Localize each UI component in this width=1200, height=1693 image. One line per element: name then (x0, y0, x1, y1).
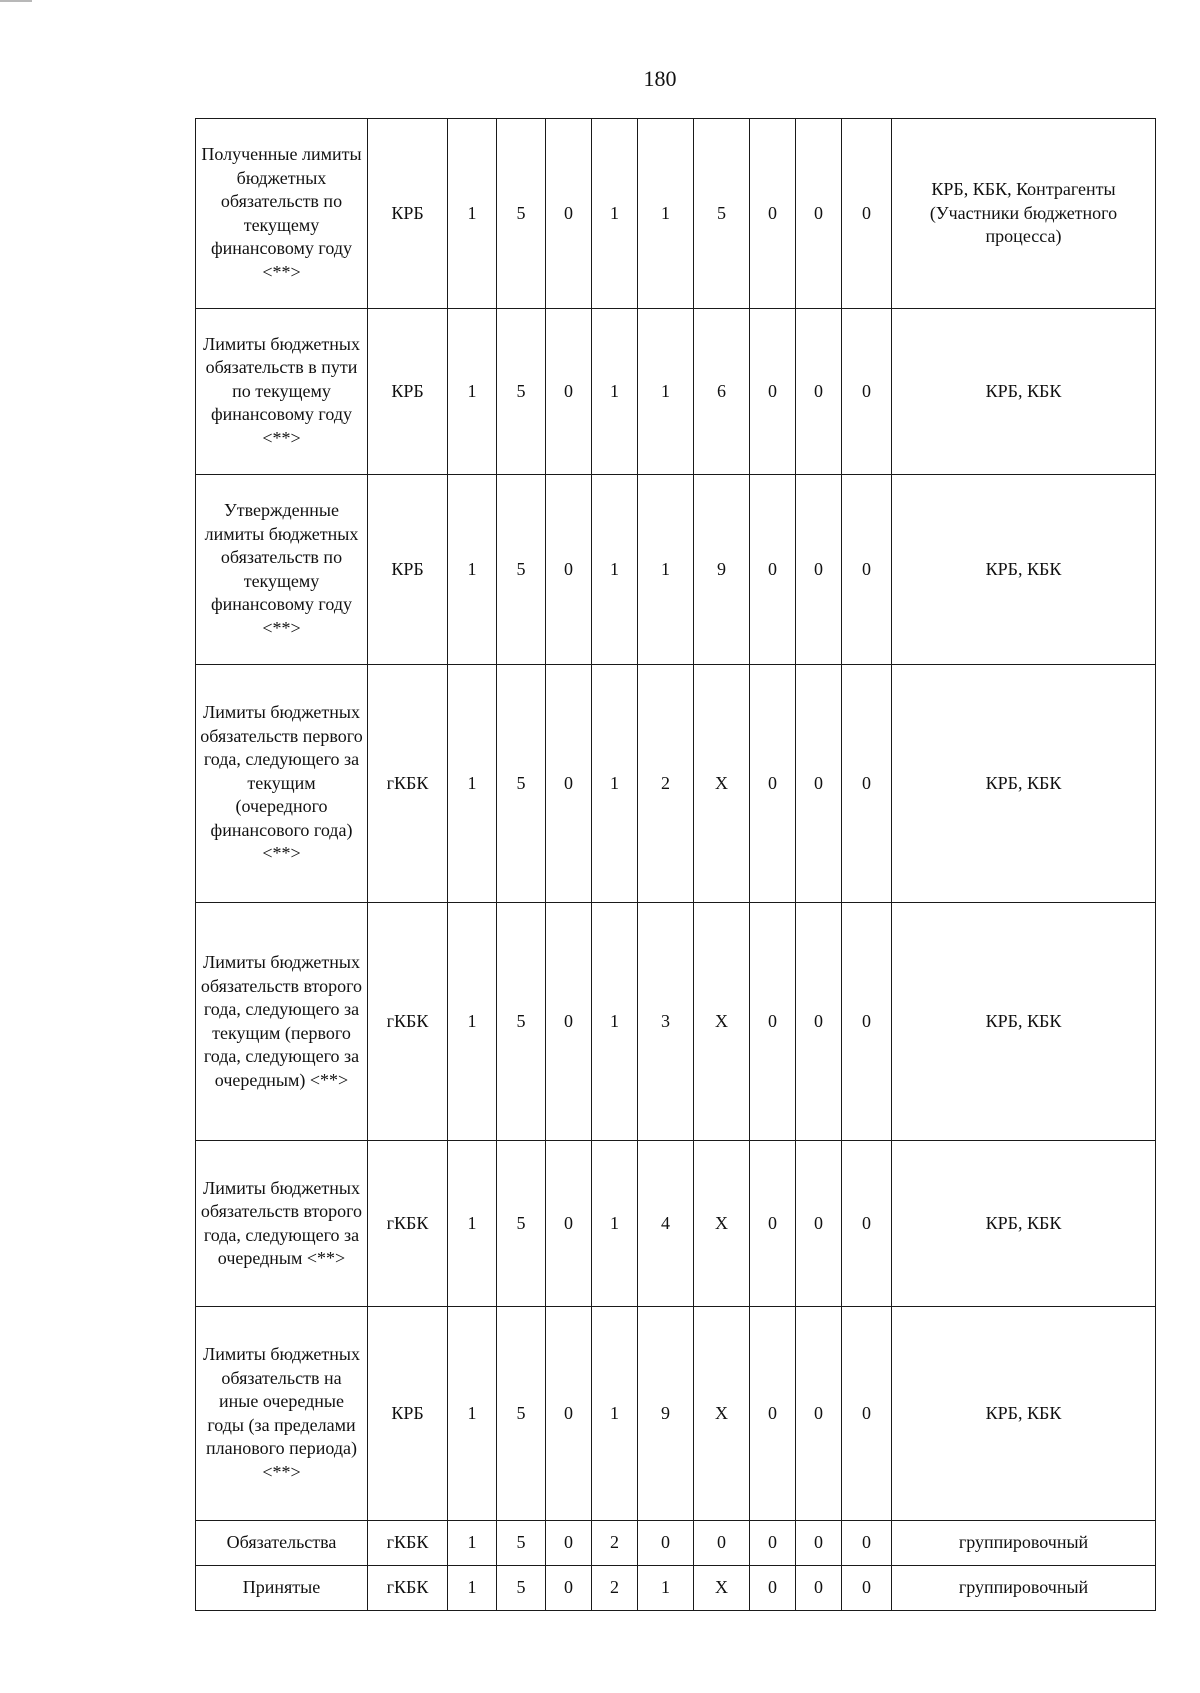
account-code-digit-cell: 0 (750, 119, 796, 309)
account-name-cell: Утвержденные лимиты бюджетных обязательств по текущему финансовому году <**> (196, 475, 368, 665)
account-code-digit-cell: 0 (546, 665, 592, 903)
table-row (196, 1307, 1156, 1521)
account-code-digit-cell: 0 (796, 119, 842, 309)
account-code-digit-cell: 1 (592, 903, 638, 1141)
account-code-digit-cell: X (694, 665, 750, 903)
account-code-digit-cell: 5 (497, 1566, 546, 1611)
account-code-digit-cell: 1 (448, 475, 497, 665)
table-row (196, 119, 1156, 309)
account-code-digit-cell: 1 (448, 903, 497, 1141)
account-code-digit-cell: 0 (750, 665, 796, 903)
account-code-digit-cell: 0 (796, 903, 842, 1141)
account-code-digit-cell: 0 (750, 1566, 796, 1611)
account-type-cell: гКБК (368, 1566, 448, 1611)
account-code-digit-cell: 0 (796, 1521, 842, 1566)
account-code-digit-cell: 5 (497, 475, 546, 665)
account-code-digit-cell: 0 (842, 309, 892, 475)
account-code-digit-cell: 0 (750, 903, 796, 1141)
account-code-digit-cell: 5 (497, 665, 546, 903)
table-row (196, 1521, 1156, 1566)
account-type-cell: КРБ (368, 475, 448, 665)
account-code-digit-cell: X (694, 1566, 750, 1611)
account-code-digit-cell: 1 (592, 1141, 638, 1307)
account-code-digit-cell: 0 (842, 475, 892, 665)
account-code-digit-cell: 0 (842, 1521, 892, 1566)
account-code-digit-cell: 0 (546, 1307, 592, 1521)
account-code-digit-cell: 0 (546, 1521, 592, 1566)
account-type-cell: гКБК (368, 1141, 448, 1307)
account-code-digit-cell: 0 (796, 475, 842, 665)
table-row (196, 1566, 1156, 1611)
account-code-digit-cell: 0 (796, 665, 842, 903)
account-name-cell: Обязательства (196, 1521, 368, 1566)
account-name-cell: Лимиты бюджетных обязательств в пути по текущему финансовому году <**> (196, 309, 368, 475)
account-code-digit-cell: 0 (842, 119, 892, 309)
account-name-cell: Лимиты бюджетных обязательств второго года, следующего за очередным <**> (196, 1141, 368, 1307)
account-code-digit-cell: 1 (592, 1307, 638, 1521)
account-code-digit-cell: 0 (638, 1521, 694, 1566)
account-code-digit-cell: X (694, 903, 750, 1141)
account-code-digit-cell: 2 (638, 665, 694, 903)
account-code-digit-cell: 1 (592, 119, 638, 309)
account-code-digit-cell: 0 (546, 309, 592, 475)
account-name-cell: Принятые (196, 1566, 368, 1611)
table-row (196, 475, 1156, 665)
account-type-cell: КРБ (368, 1307, 448, 1521)
account-type-cell: КРБ (368, 119, 448, 309)
account-code-digit-cell: 0 (750, 1141, 796, 1307)
account-code-digit-cell: 5 (497, 309, 546, 475)
analytics-note-cell: КРБ, КБК, Контрагенты (Участники бюджетного процесса) (892, 119, 1156, 309)
account-code-digit-cell: 0 (750, 1521, 796, 1566)
account-code-digit-cell: 1 (448, 119, 497, 309)
analytics-note-cell: КРБ, КБК (892, 1141, 1156, 1307)
account-name-cell: Лимиты бюджетных обязательств второго года, следующего за текущим (первого года, следующего за очередным) <**> (196, 903, 368, 1141)
account-code-digit-cell: 0 (796, 1141, 842, 1307)
account-code-digit-cell: 0 (842, 1141, 892, 1307)
account-code-digit-cell: 1 (448, 309, 497, 475)
account-code-digit-cell: 5 (497, 119, 546, 309)
account-name-cell: Лимиты бюджетных обязательств на иные очередные годы (за пределами планового периода) <**> (196, 1307, 368, 1521)
account-code-digit-cell: 0 (546, 475, 592, 665)
account-code-digit-cell: 0 (546, 1566, 592, 1611)
account-code-digit-cell: 1 (638, 1566, 694, 1611)
account-code-digit-cell: 1 (448, 1521, 497, 1566)
account-code-digit-cell: 1 (592, 665, 638, 903)
analytics-note-cell: группировочный (892, 1521, 1156, 1566)
account-code-digit-cell: 0 (796, 1566, 842, 1611)
account-code-digit-cell: X (694, 1141, 750, 1307)
account-code-digit-cell: 1 (448, 1141, 497, 1307)
account-code-digit-cell: X (694, 1307, 750, 1521)
accounts-table (195, 118, 1156, 1611)
account-code-digit-cell: 0 (750, 309, 796, 475)
scan-corner-mark (0, 0, 32, 2)
account-code-digit-cell: 0 (842, 1566, 892, 1611)
account-code-digit-cell: 0 (750, 1307, 796, 1521)
analytics-note-cell: группировочный (892, 1566, 1156, 1611)
account-code-digit-cell: 0 (546, 1141, 592, 1307)
account-code-digit-cell: 3 (638, 903, 694, 1141)
table-row (196, 1141, 1156, 1307)
account-code-digit-cell: 5 (497, 1141, 546, 1307)
analytics-note-cell: КРБ, КБК (892, 309, 1156, 475)
account-code-digit-cell: 1 (592, 475, 638, 665)
analytics-note-cell: КРБ, КБК (892, 665, 1156, 903)
account-code-digit-cell: 1 (448, 1566, 497, 1611)
table-row (196, 903, 1156, 1141)
account-code-digit-cell: 0 (750, 475, 796, 665)
account-code-digit-cell: 2 (592, 1566, 638, 1611)
account-code-digit-cell: 5 (497, 903, 546, 1141)
accounts-table-container (195, 118, 1155, 1611)
page-number: 180 (643, 66, 677, 91)
account-code-digit-cell: 5 (497, 1521, 546, 1566)
analytics-note-cell: КРБ, КБК (892, 475, 1156, 665)
account-type-cell: гКБК (368, 1521, 448, 1566)
account-code-digit-cell: 5 (694, 119, 750, 309)
account-code-digit-cell: 0 (796, 309, 842, 475)
account-code-digit-cell: 0 (694, 1521, 750, 1566)
account-code-digit-cell: 6 (694, 309, 750, 475)
account-code-digit-cell: 0 (842, 665, 892, 903)
account-code-digit-cell: 2 (592, 1521, 638, 1566)
account-code-digit-cell: 1 (448, 665, 497, 903)
account-code-digit-cell: 0 (796, 1307, 842, 1521)
account-code-digit-cell: 0 (546, 119, 592, 309)
account-type-cell: гКБК (368, 903, 448, 1141)
account-type-cell: КРБ (368, 309, 448, 475)
account-code-digit-cell: 1 (638, 309, 694, 475)
table-body (196, 119, 1156, 1611)
account-type-cell: гКБК (368, 665, 448, 903)
account-code-digit-cell: 1 (592, 309, 638, 475)
account-code-digit-cell: 4 (638, 1141, 694, 1307)
account-code-digit-cell: 1 (638, 475, 694, 665)
account-code-digit-cell: 5 (497, 1307, 546, 1521)
analytics-note-cell: КРБ, КБК (892, 903, 1156, 1141)
account-code-digit-cell: 9 (638, 1307, 694, 1521)
account-code-digit-cell: 1 (638, 119, 694, 309)
account-code-digit-cell: 0 (842, 903, 892, 1141)
table-row (196, 309, 1156, 475)
account-code-digit-cell: 0 (842, 1307, 892, 1521)
account-name-cell: Лимиты бюджетных обязательств первого года, следующего за текущим (очередного финансового года) <**> (196, 665, 368, 903)
account-code-digit-cell: 1 (448, 1307, 497, 1521)
analytics-note-cell: КРБ, КБК (892, 1307, 1156, 1521)
account-code-digit-cell: 9 (694, 475, 750, 665)
account-code-digit-cell: 0 (546, 903, 592, 1141)
account-name-cell: Полученные лимиты бюджетных обязательств по текущему финансовому году <**> (196, 119, 368, 309)
table-row (196, 665, 1156, 903)
